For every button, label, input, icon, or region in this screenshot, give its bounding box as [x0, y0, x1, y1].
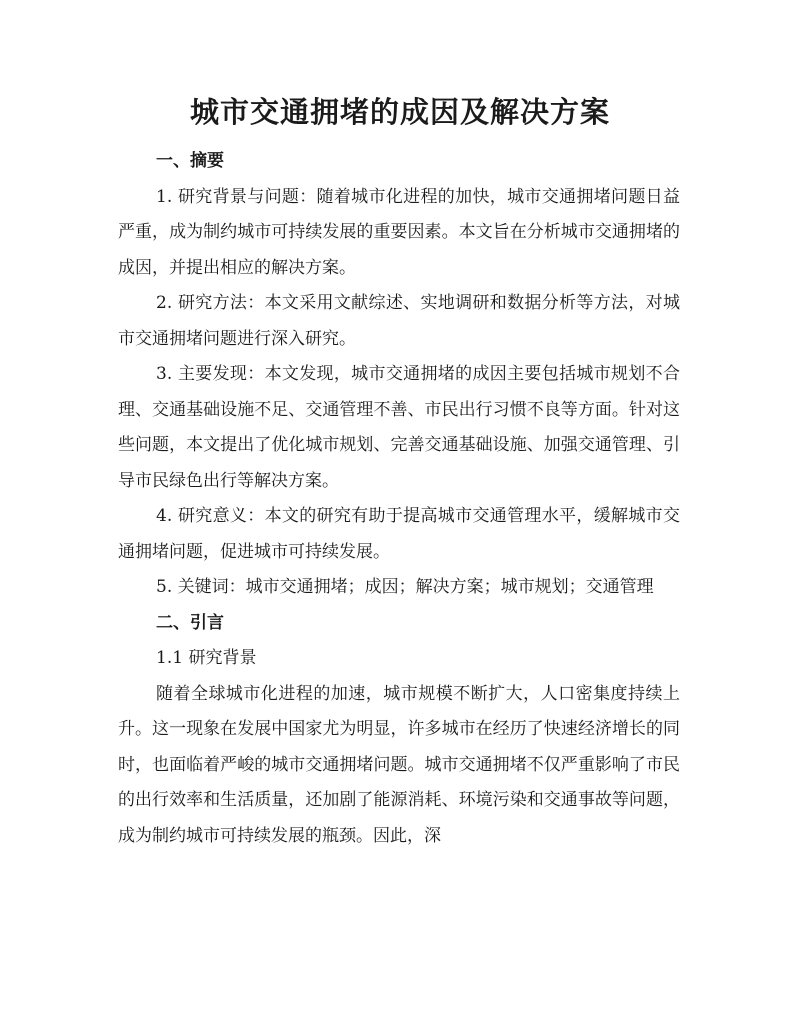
- section-heading-introduction: 二、引言: [156, 612, 224, 633]
- abstract-item-method: 2. 研究方法：本文采用文献综述、实地调研和数据分析等方法，对城市交通拥堵问题进行深入研究。: [118, 293, 680, 349]
- document-body: [118, 144, 680, 854]
- section-heading-abstract: 一、摘要: [156, 151, 224, 171]
- introduction-paragraph: 随着全球城市化进程的加速，城市规模不断扩大，人口密集度持续上升。这一现象在发展中国家尤为明显，许多城市在经历了快速经济增长的同时，也面临着严峻的城市交通拥堵问题。城市交通拥堵不仅严重影响了市民的出行效率和生活质量，还加剧了能源消耗、环境污染和交通事故等问题，成为制约城市可持续发展的瓶颈。因此，深: [118, 683, 680, 846]
- abstract-item-findings: 3. 主要发现：本文发现，城市交通拥堵的成因主要包括城市规划不合理、交通基础设施不足、交通管理不善、市民出行习惯不良等方面。针对这些问题，本文提出了优化城市规划、完善交通基础设施、加强交通管理、引导市民绿色出行等解决方案。: [118, 364, 680, 491]
- abstract-item-background: 1. 研究背景与问题：随着城市化进程的加快，城市交通拥堵问题日益严重，成为制约城市可持续发展的重要因素。本文旨在分析城市交通拥堵的成因，并提出相应的解决方案。: [118, 186, 680, 278]
- subsection-heading-background: 1.1 研究背景: [156, 648, 257, 668]
- document-title: 城市交通拥堵的成因及解决方案: [189, 95, 610, 129]
- abstract-item-keywords: 5. 关键词：城市交通拥堵；成因；解决方案；城市规划；交通管理: [156, 577, 654, 597]
- abstract-item-significance: 4. 研究意义：本文的研究有助于提高城市交通管理水平，缓解城市交通拥堵问题，促进城市可持续发展。: [118, 506, 680, 562]
